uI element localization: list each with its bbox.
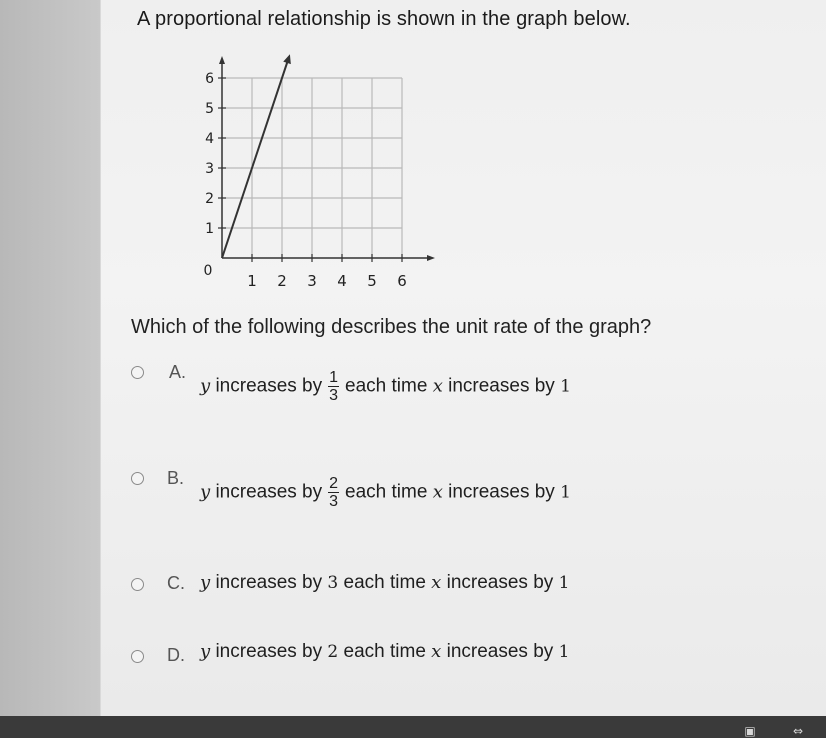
option-c-text <box>200 572 569 594</box>
option-d-amount: 2 <box>327 642 339 662</box>
fraction-denominator: 3 <box>329 387 339 404</box>
option-a-text <box>200 369 571 404</box>
window-frame <box>0 0 100 738</box>
option-c-phrase-1: increases by <box>215 572 323 593</box>
fraction-two-thirds <box>328 475 339 510</box>
option-d-phrase-1: increases by <box>215 641 323 662</box>
y-axis-arrow <box>219 56 225 64</box>
radio-option-b[interactable] <box>131 472 144 485</box>
fraction-denominator: 3 <box>329 493 339 510</box>
y-tick-label: 5 <box>205 101 214 117</box>
coordinate-graph <box>190 52 450 297</box>
fraction-one-third <box>328 369 339 404</box>
option-a-phrase-2: each time <box>345 375 428 397</box>
option-a-letter: A. <box>169 362 187 382</box>
tray-app-icon[interactable]: ▣ <box>744 724 756 738</box>
graph-grid <box>222 78 402 258</box>
y-tick-label: 3 <box>205 161 214 177</box>
option-d-phrase-3: increases by <box>446 641 554 662</box>
var-x: x <box>432 481 443 503</box>
option-b-value: 1 <box>560 482 571 503</box>
y-tick-label: 4 <box>205 131 214 147</box>
y-tick-label: 2 <box>205 191 214 207</box>
option-b-phrase-2: each time <box>345 481 428 503</box>
var-y: y <box>200 481 211 503</box>
option-c-value: 1 <box>558 573 570 593</box>
option-d-phrase-2: each time <box>343 641 426 662</box>
option-b-text <box>200 475 571 510</box>
option-a-phrase-1: increases by <box>215 375 323 397</box>
option-c-letter: C. <box>167 573 185 593</box>
var-y: y <box>200 641 211 662</box>
var-x: x <box>432 375 443 397</box>
radio-option-c[interactable] <box>131 578 144 591</box>
option-a-value: 1 <box>560 376 571 397</box>
option-b-letter: B. <box>167 468 185 488</box>
radio-option-d[interactable] <box>131 650 144 663</box>
var-x: x <box>431 641 442 662</box>
option-a-phrase-3: increases by <box>448 375 555 397</box>
radio-option-a[interactable] <box>131 366 144 379</box>
question-prompt: Which of the following describes the unit rate of the graph? <box>131 316 652 338</box>
x-axis-arrow <box>427 255 435 261</box>
option-c-phrase-2: each time <box>343 572 426 593</box>
var-y: y <box>200 572 211 593</box>
var-y: y <box>200 375 211 397</box>
line-arrowhead <box>283 54 291 64</box>
graph-tick-labels <box>204 71 407 290</box>
x-tick-label: 5 <box>367 272 377 290</box>
option-d-value: 1 <box>558 642 570 662</box>
x-tick-label: 2 <box>277 272 287 290</box>
y-tick-label: 1 <box>205 221 214 237</box>
x-tick-label: 4 <box>337 272 347 290</box>
x-tick-label: 6 <box>397 272 407 290</box>
option-c-amount: 3 <box>327 573 339 593</box>
option-d-text <box>200 641 569 663</box>
option-b-phrase-3: increases by <box>448 481 555 503</box>
origin-label: 0 <box>203 263 213 279</box>
taskbar <box>0 716 826 738</box>
option-b-phrase-1: increases by <box>215 481 323 503</box>
option-d-letter: D. <box>167 645 185 665</box>
y-tick-label: 6 <box>205 71 214 87</box>
var-x: x <box>431 572 442 593</box>
x-tick-label: 3 <box>307 272 317 290</box>
x-tick-label: 1 <box>247 272 257 290</box>
fraction-numerator: 1 <box>329 369 339 386</box>
option-c-phrase-3: increases by <box>446 572 554 593</box>
tray-arrows-icon[interactable]: ⇔ <box>792 724 804 738</box>
fraction-numerator: 2 <box>329 475 339 492</box>
question-title: A proportional relationship is shown in the graph below. <box>137 8 631 30</box>
